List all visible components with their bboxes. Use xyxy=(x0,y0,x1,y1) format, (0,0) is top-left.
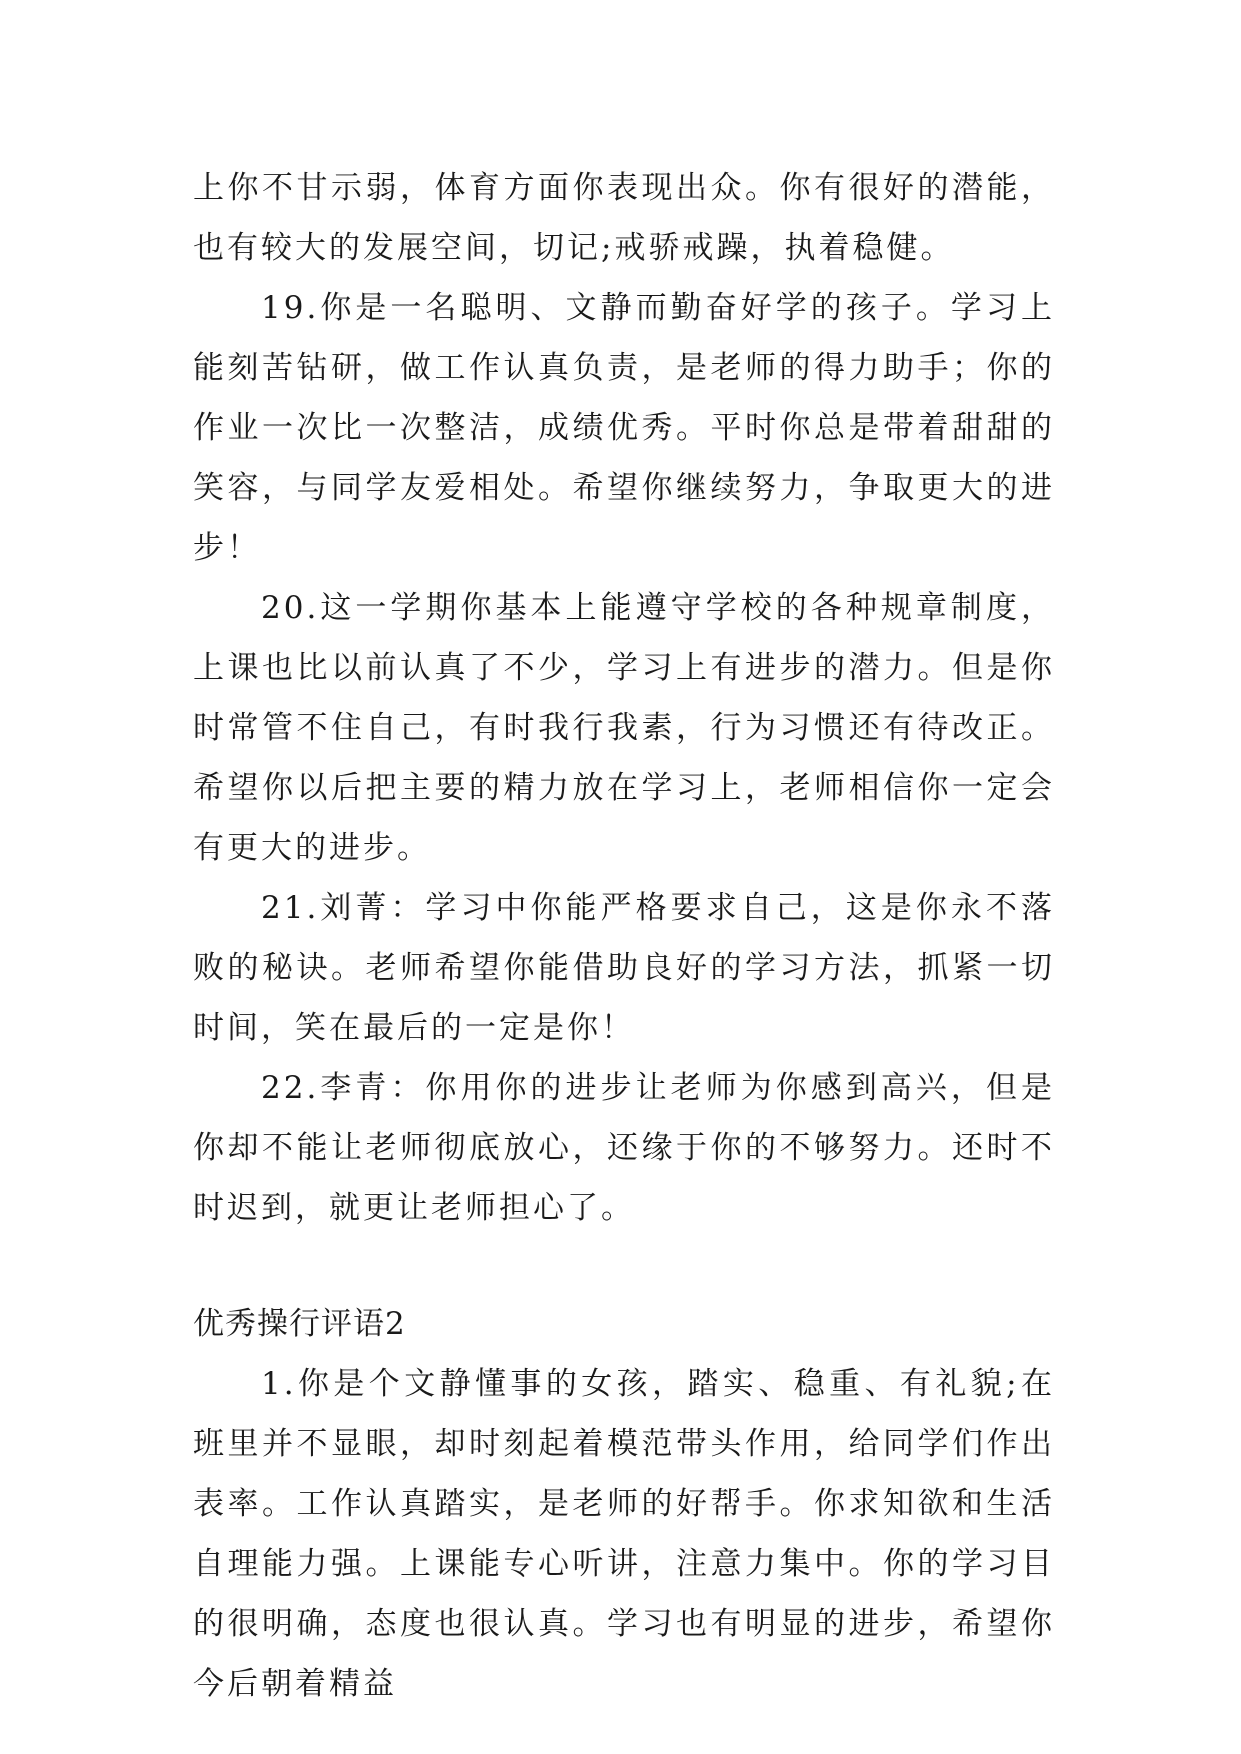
comment-item-1: 1.你是个文静懂事的女孩，踏实、稳重、有礼貌;在班里并不显眼，却时刻起着模范带头作用，给同学们作出表率。工作认真踏实，是老师的好帮手。你求知欲和生活自理能力强。上课能专心听讲，注意力集中。你的学习目的很明确，态度也很认真。学习也有明显的进步，希望你今后朝着精益 xyxy=(193,1366,1055,1702)
section-heading: 优秀操行评语2 xyxy=(193,1306,406,1342)
continuation-paragraph: 上你不甘示弱，体育方面你表现出众。你有很好的潜能，也有较大的发展空间，切记;戒骄戒躁，执着稳健。 xyxy=(193,170,1055,266)
comment-item-19: 19.你是一名聪明、文静而勤奋好学的孩子。学习上能刻苦钻研，做工作认真负责，是老师的得力助手；你的作业一次比一次整洁，成绩优秀。平时你总是带着甜甜的笑容，与同学友爱相处。希望你继续努力，争取更大的进步！ xyxy=(193,290,1055,566)
comment-item-22: 22.李青：你用你的进步让老师为你感到高兴，但是你却不能让老师彻底放心，还缘于你的不够努力。还时不时迟到，就更让老师担心了。 xyxy=(193,1070,1055,1226)
comment-item-21: 21.刘菁：学习中你能严格要求自己，这是你永不落败的秘诀。老师希望你能借助良好的学习方法，抓紧一切时间，笑在最后的一定是你！ xyxy=(193,890,1055,1046)
comment-item-20: 20.这一学期你基本上能遵守学校的各种规章制度，上课也比以前认真了不少，学习上有进步的潜力。但是你时常管不住自己，有时我行我素，行为习惯还有待改正。希望你以后把主要的精力放在学习上，老师相信你一定会有更大的进步。 xyxy=(193,590,1055,866)
document-page xyxy=(193,158,1055,1714)
